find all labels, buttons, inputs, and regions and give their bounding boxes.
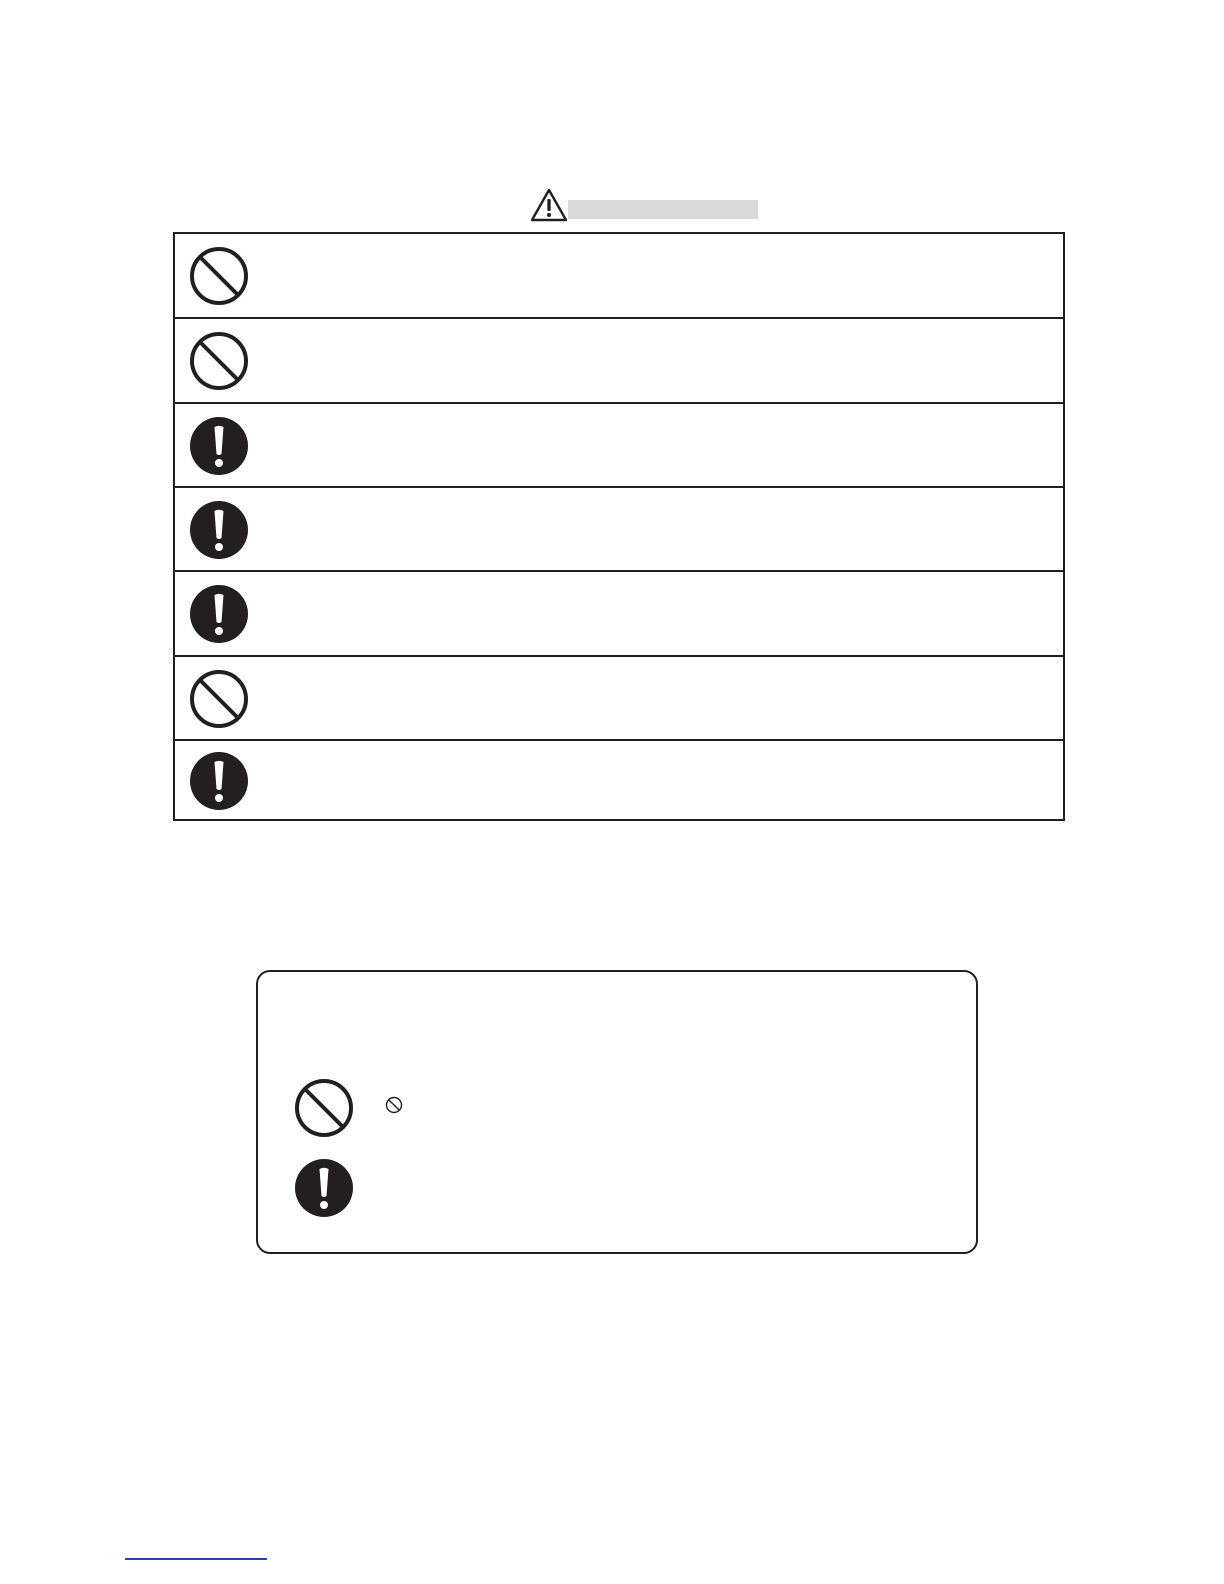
symbol-legend	[256, 970, 978, 1254]
prohibition-icon	[189, 331, 249, 391]
mandatory-action-icon	[189, 416, 249, 476]
mandatory-action-icon	[189, 500, 249, 560]
warning-row	[175, 319, 1063, 404]
warning-row	[175, 404, 1063, 488]
warning-row	[175, 657, 1063, 741]
warning-header	[530, 188, 730, 222]
prohibition-icon	[189, 669, 249, 729]
warning-triangle-icon	[530, 188, 568, 222]
warning-row	[175, 741, 1063, 819]
prohibition-icon	[294, 1078, 354, 1138]
prohibition-inline-icon	[385, 1096, 403, 1114]
footer-rule	[125, 1558, 267, 1560]
warning-title-bar	[568, 200, 758, 219]
mandatory-action-icon	[189, 751, 249, 811]
warnings-table	[173, 232, 1065, 821]
warning-row	[175, 488, 1063, 572]
mandatory-action-icon	[189, 584, 249, 644]
prohibition-icon	[189, 246, 249, 306]
mandatory-action-icon	[294, 1158, 354, 1218]
warning-row	[175, 572, 1063, 657]
warning-row	[175, 234, 1063, 319]
